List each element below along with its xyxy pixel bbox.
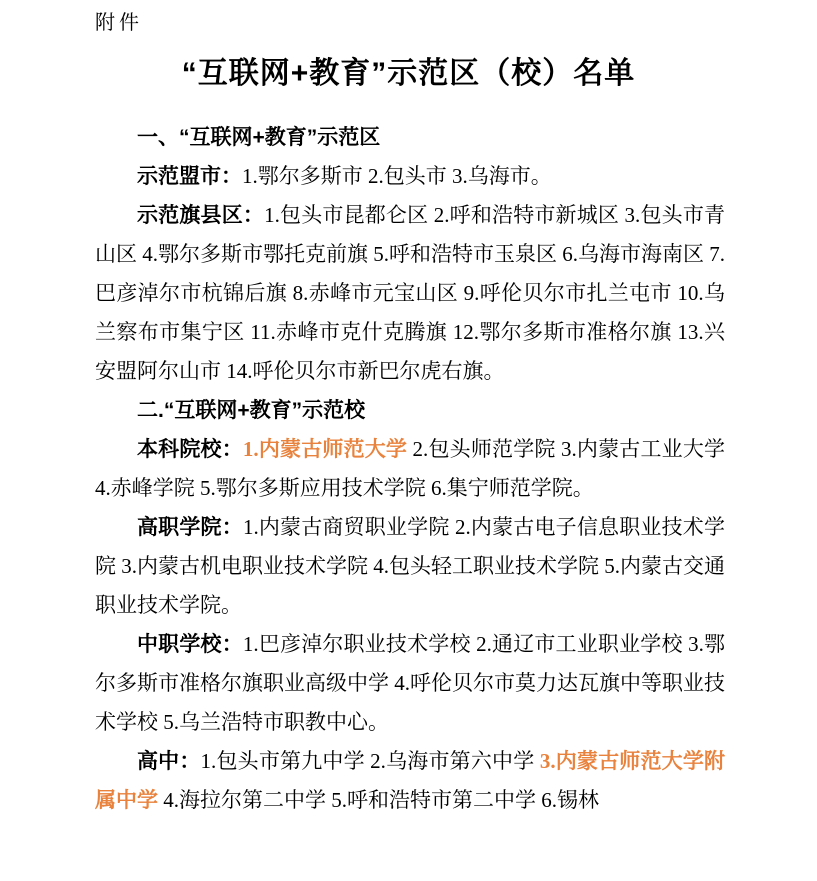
attachment-label: 附件 — [95, 12, 143, 34]
category-label: 高职学院： — [137, 515, 243, 539]
text-run: 2.包头师范学院 3.内蒙古工业大学 4.赤峰学院 5.鄂尔多斯应用技术学院 6.集宁师范学院。 — [95, 437, 726, 500]
category-label: 示范旗县区： — [137, 203, 265, 227]
highlighted-school-name: 3.内蒙古师范大学附属中学 — [95, 749, 726, 812]
paragraph — [95, 196, 725, 391]
category-label: 高中： — [137, 749, 201, 773]
text-run: 二.“互联网+教育”示范校 — [137, 399, 366, 422]
paragraph — [95, 625, 725, 742]
paragraph — [95, 430, 725, 508]
text-run: 1.包头市第九中学 2.乌海市第六中学 — [200, 749, 540, 773]
category-label: 示范盟市： — [137, 164, 242, 188]
text-run: 1.巴彦淖尔职业技术学校 2.通辽市工业职业学校 3.鄂尔多斯市准格尔旗职业高级中学 4.呼伦贝尔市莫力达瓦旗中等职业技术学校 5.乌兰浩特市职教中心。 — [95, 632, 725, 734]
highlighted-school-name: 1.内蒙古师范大学 — [242, 437, 408, 461]
text-run: 1.内蒙古商贸职业学院 2.内蒙古电子信息职业技术学院 3.内蒙古机电职业技术学院 4.包头轻工职业技术学院 5.内蒙古交通职业技术学院。 — [95, 515, 725, 617]
paragraph — [95, 742, 725, 820]
text-run: 1.包头市昆都仑区 2.呼和浩特市新城区 3.包头市青山区 4.鄂尔多斯市鄂托克前旗 5.呼和浩特市玉泉区 6.乌海市海南区 7.巴彦淖尔市杭锦后旗 8.赤峰市元宝山区 9.呼伦贝尔市扎兰屯市 10.乌兰察布市集宁区 11.赤峰市克什克腾旗 12.鄂尔多斯市准格尔旗 13.兴安盟阿尔山市 14.呼伦贝尔市新巴尔虎右旗。 — [95, 203, 726, 383]
section-heading — [95, 118, 725, 157]
category-label: 本科院校： — [137, 437, 243, 461]
text-run: 一、“互联网+教育”示范区 — [137, 126, 381, 149]
paragraph — [95, 508, 725, 625]
category-label: 中职学校： — [137, 632, 243, 656]
paragraph — [95, 157, 725, 196]
document-title: “互联网+教育”示范区（校）名单 — [181, 57, 636, 91]
section-heading — [95, 391, 725, 430]
text-run: 1.鄂尔多斯市 2.包头市 3.乌海市。 — [242, 164, 552, 188]
text-run: 4.海拉尔第二中学 5.呼和浩特市第二中学 6.锡林 — [158, 788, 599, 812]
document-body — [95, 118, 725, 820]
